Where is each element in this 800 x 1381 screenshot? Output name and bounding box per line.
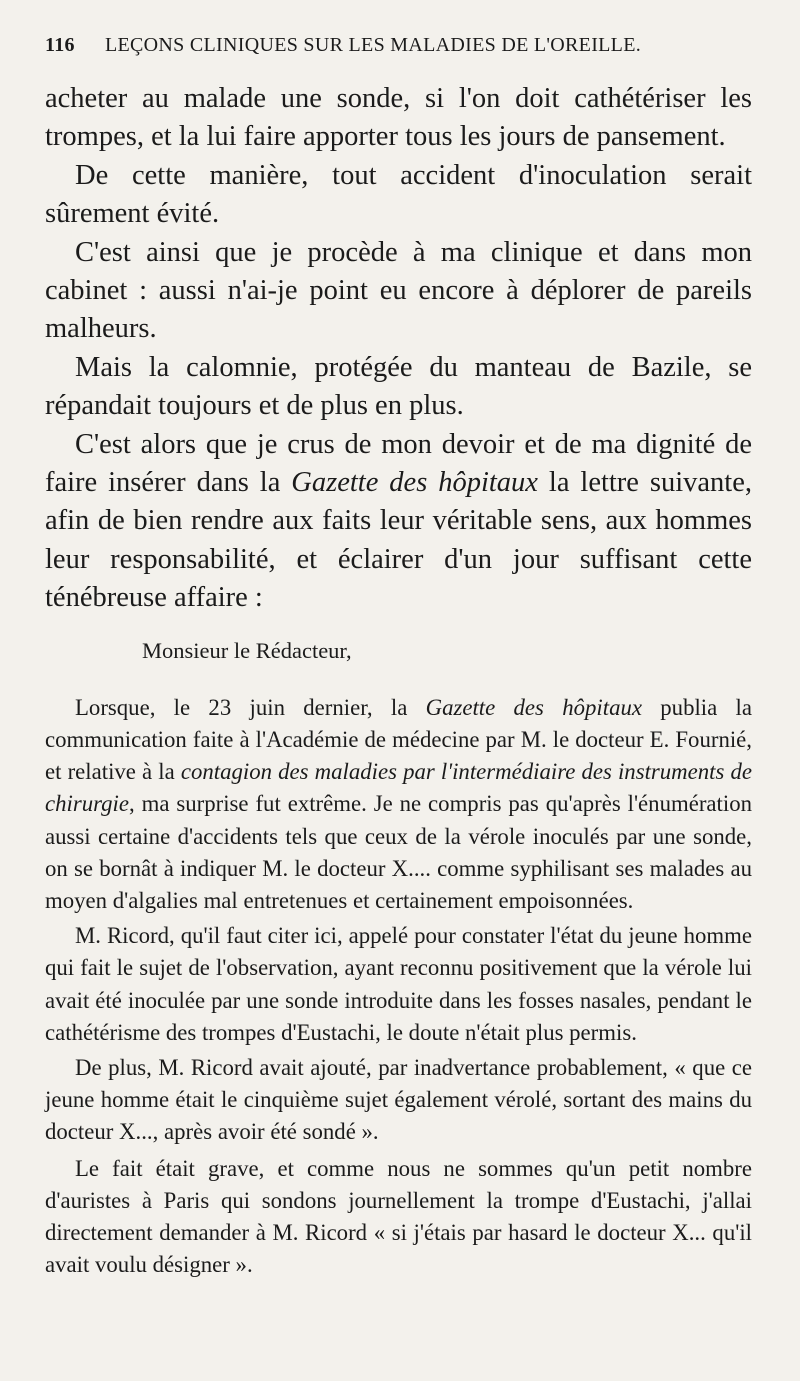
text-run: Mais la calomnie, protégée du manteau de Bazile, se répandait toujours et de plus en plus.: [45, 351, 752, 422]
text-run: De plus, M. Ricord avait ajouté, par inadvertance probablement, « que ce jeune homme était le cinquième sujet également vérolé, sortant des mains du docteur X..., après avoir été sondé ».: [45, 1054, 752, 1145]
letter-salutation: Monsieur le Rédacteur,: [142, 637, 352, 663]
text-run: De cette manière, tout accident d'inoculation serait sûrement évité.: [45, 159, 752, 230]
body-paragraph: [45, 234, 752, 349]
letter-paragraph: [45, 920, 752, 1049]
body-paragraph: [45, 157, 752, 234]
main-text: [45, 80, 752, 618]
text-run: la lettre suivante, afin de bien rendre aux faits leur véritable sens, aux hommes leur responsabilité, et éclairer d'un jour suffisant cette ténébreuse affaire :: [45, 467, 752, 614]
body-paragraph: [45, 80, 752, 157]
text-run: C'est ainsi que je procède à ma clinique et dans mon cabinet : aussi n'ai-je point eu encore à déplorer de pareils malheurs.: [45, 236, 752, 345]
letter-paragraph: [45, 1052, 752, 1149]
text-run: M. Ricord, qu'il faut citer ici, appelé pour constater l'état du jeune homme qui fait le sujet de l'observation, ayant reconnu positivement que la vérole lui avait été inoculée par une sonde introduite dans les fosses nasales, pendant le cathétérisme des trompes d'Eustachi, le doute n'était plus permis.: [45, 923, 752, 1045]
running-title: LEÇONS CLINIQUES SUR LES MALADIES DE L'OREILLE.: [105, 34, 642, 56]
page-number: 116: [45, 34, 75, 56]
text-run: Lorsque, le 23 juin dernier, la: [75, 694, 426, 720]
italic-text: Gazette des hôpitaux: [291, 467, 538, 499]
italic-text: contagion des maladies par l'intermédiaire des instruments de chirurgie: [45, 759, 752, 817]
text-run: Le fait était grave, et comme nous ne sommes qu'un petit nombre d'auristes à Paris qui sondons journellement la trompe d'Eustachi, j'allai directement demander à M. Ricord « si j'étais par hasard le docteur X... qu'il avait voulu désigner ».: [45, 1155, 752, 1278]
letter-text: [45, 692, 752, 1282]
text-run: , ma surprise fut extrême. Je ne compris pas qu'après l'énumération aussi certaine d'accidents tels que ceux de la vérole inoculés par une sonde, on se bornât à indiquer M. le docteur X.... comme syphilisant ses malades au moyen d'algalies mal entretenues et certainement empoisonnées.: [45, 791, 752, 913]
text-run: C'est alors que je crus de mon devoir et de ma dignité de faire insérer dans la: [45, 428, 752, 499]
text-run: publia la communication faite à l'Académie de médecine par M. le docteur E. Fournié, et relative à la: [45, 694, 752, 785]
running-header: [45, 34, 752, 80]
body-paragraph: [45, 426, 752, 618]
letter-paragraph: [45, 692, 752, 917]
body-paragraph: [45, 349, 752, 426]
text-run: acheter au malade une sonde, si l'on doit cathétériser les trompes, et la lui faire apporter tous les jours de pansement.: [45, 83, 752, 153]
italic-text: Gazette des hôpitaux: [425, 694, 642, 720]
letter-paragraph: [45, 1153, 752, 1282]
